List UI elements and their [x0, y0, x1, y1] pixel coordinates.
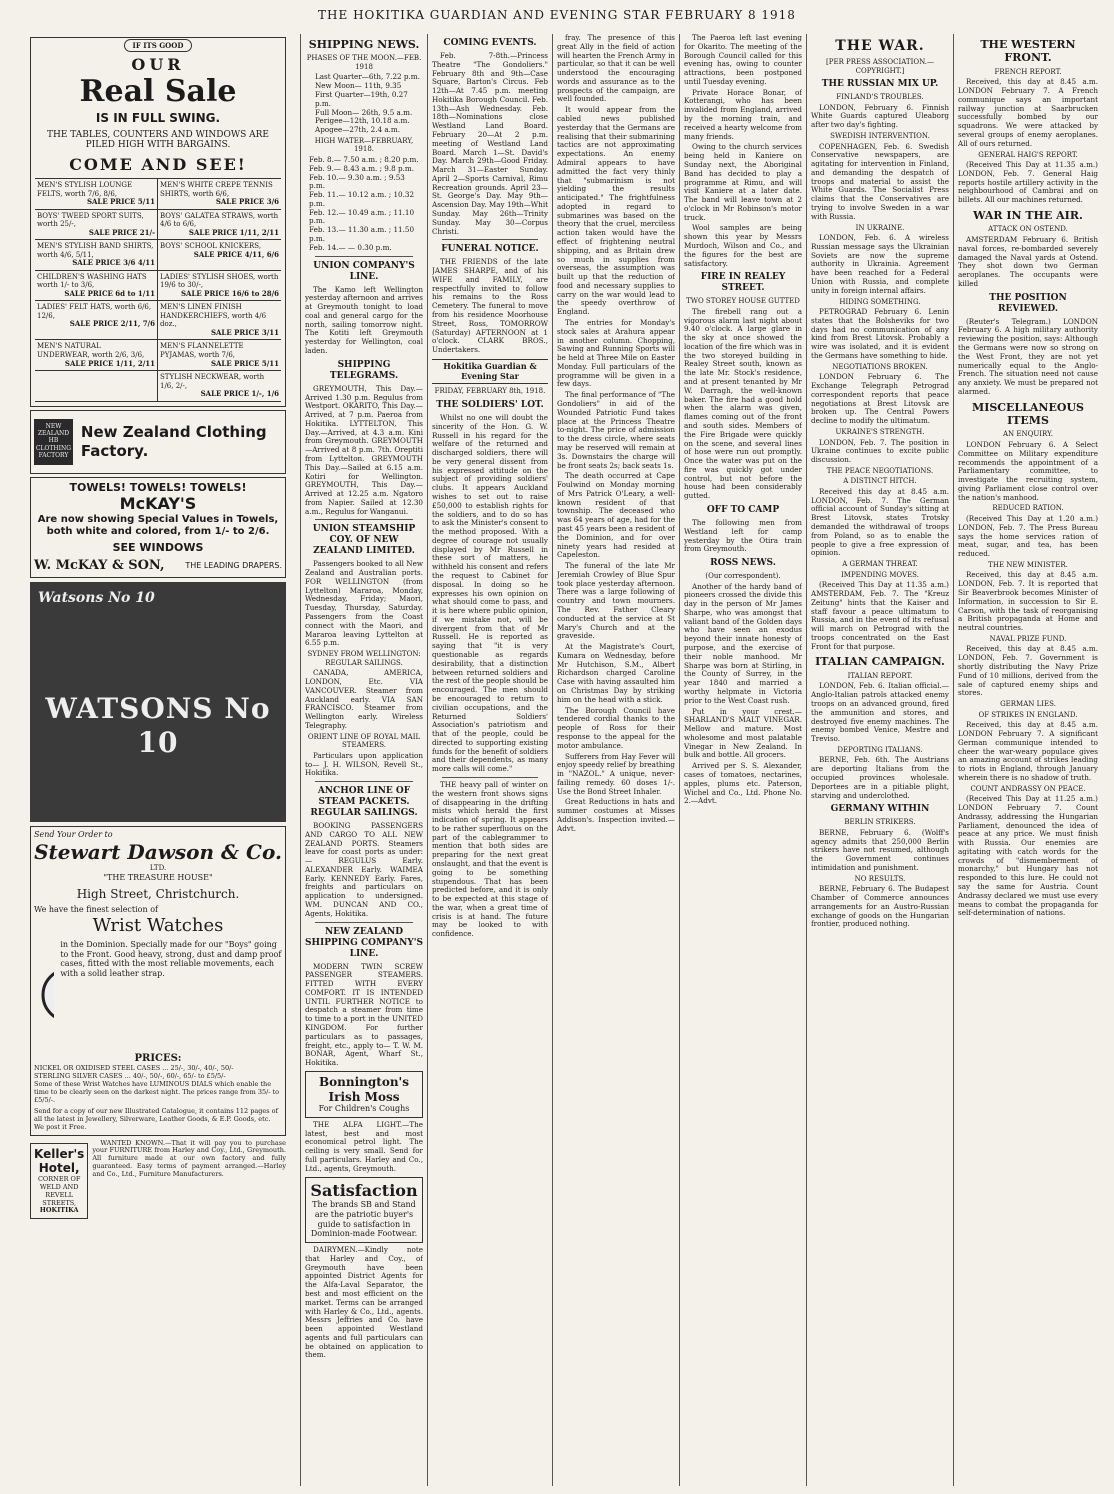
finest-line: We have the finest selection of	[34, 905, 158, 915]
finland-body: LONDON, February 6. Finnish White Guards captured Uleaborg after two day's fighting.	[811, 102, 949, 130]
shipping-news-heading: SHIPPING NEWS.	[308, 38, 420, 51]
sale-item-name: LADIES' STYLISH SHOES, worth 19/6 to 30/-,	[160, 272, 279, 290]
bonnington-sub: For Children's Coughs	[318, 1104, 410, 1114]
column-rule	[552, 34, 553, 1486]
ration-heading: REDUCED RATION.	[992, 504, 1064, 513]
news-item: The Paeroa left last evening for Okarito. The meeting of the Borough Council called for this evening has, owing to counter attractions, been postponed until Tuesday evening.	[684, 34, 802, 86]
fire-subheading: TWO STOREY HOUSE GUTTED	[686, 297, 800, 306]
fire-body: The firebell rang out a vigorous alarm last night about 9.40 o'clock. A large glare in the sky at once showed the location of the fire which was in the two storeyed building in Realey Street south, known as the late Mr. Stock's residence, and at present tenanted by Mr W. Darragh, the well-known baker. The fire had a good hold when the alarm was given, flames coming out of the front and south sides. Members of the Fire Brigade were quickly on the scene, and several lines of hose were run out promptly. Once the water was put on the fire was quickly got under control, but not before the house had been considerably gutted.	[684, 306, 802, 501]
andrassy-body: (Received This Day at 11.25 a.m.) LONDON February 7. Count Andrassy, addressing the Hungarian Parliament, denounced the idea of peace at any price. We must finish with Russia. Our enemies are agitating with catch words for the crowds of "dismemberment of monarchy," but Hungary has not responded to this lure. He could not say the same for Austria. Count Andrassy declared we must use every means to combat the propaganda for self-determination of nations.	[958, 794, 1098, 918]
german-lies-body: Received, this day at 8.45 a.m. LONDON February 7. A significant German communique intended to cheer the war-weary populace gives an amazing account of strikes leading to riots in England, through January wherein there is no shadow of truth.	[958, 720, 1098, 782]
orient-line: ORIENT LINE OF ROYAL MAIL STEAMERS.	[307, 732, 421, 750]
soldiers-lot-heading: THE SOLDIERS' LOT.	[436, 399, 544, 410]
sale-item	[158, 179, 281, 210]
tide-row: Feb. 11.— 10.12 a.m. ; 10.32 p.m.	[309, 190, 415, 208]
date-line: FRIDAY, FEBRUARY 8th, 1918.	[434, 387, 546, 396]
sale-item	[158, 210, 281, 241]
swedish-body: COPENHAGEN, Feb. 6. Swedish Conservative newspapers, are agitating for intervention in Finland, and demanding the despatch of troops and material to assist the White Guards. The Socialist Press claims that the Conservatives are trying to involve Sweden in a war with Russia.	[811, 141, 949, 221]
mckays-name: McKAY'S	[119, 494, 197, 514]
vinegar-ad: Put in your crest.—SHARLAND'S MALT VINEGAR. Mellow and mature. Most wholesome and most palatable Vinegar in New Zealand. In bulk and bottle. All grocers.	[684, 706, 802, 760]
sale-items-grid	[35, 178, 281, 402]
column-shipping	[305, 34, 423, 1486]
send-order: Send Your Order to	[34, 830, 113, 840]
alfa-light-ad: THE ALFA LIGHT.—The latest, best and most economical petrol light. The ceiling is very small. Send for full particulars. Harley and Co., Ltd., agents, Greymouth.	[305, 1119, 423, 1173]
press-association: [PER PRESS ASSOCIATION.—COPYRIGHT.]	[826, 58, 934, 75]
hitch-heading: A DISTINCT HITCH.	[843, 477, 917, 486]
news-item: At the Magistrate's Court, Kumara on Wednesday, before Mr Hutchison, S.M., Albert Richardson charged Caroline Case with having assaulted him on Christmas Day by striking him on the head with a stick.	[557, 642, 675, 704]
sale-item-price: SALE PRICE 3/6	[215, 197, 279, 207]
wrist-watches: Wrist Watches	[92, 915, 224, 937]
sale-item-name: CHILDREN'S WASHING HATS worth 1/- to 3/6,	[37, 272, 147, 290]
column-rule	[953, 34, 954, 1486]
coming-events-body: Feb. 7-8th.—Princess Theatre "The Gondoliers." February 8th and 9th—Case Square, Barton's Circus. Feb 12th—At 7.45 p.m. meeting Hokitika Borough Council. Feb. 13th—Ash Wednesday. Feb. 18th—Nominations close Westland Land Board. February 20—At 2 p.m. meeting of Westland Land Board. March 1—St. David's Day. March 29th—Good Friday. March 31—Easter Sunday. April 2—Sports Carnival, Rimu Recreation grounds. April 23—St. George's Day. May 9th—Ascension Day. May 19th—Whit Sunday. May 26th—Trinity Sunday. May 30—Corpus Christi.	[432, 50, 548, 236]
sale-item-price: SALE PRICE 16/6 to 28/6	[181, 288, 279, 298]
negotiations-body: LONDON February 6. The Exchange Telegraph Petrograd correspondent reports that peace negotiations at Brest Litovsk are broken up. The Central Powers decline to modify the ultimatum.	[811, 372, 949, 426]
sale-item-name: MEN'S NATURAL UNDERWEAR, worth 2/6, 3/6,	[37, 342, 145, 359]
see-windows: SEE WINDOWS	[112, 540, 204, 554]
union-line-heading: UNION COMPANY'S LINE.	[313, 260, 415, 282]
position-reviewed-body: (Reuter's Telegram.) LONDON February 6. A high military authority reviewing the position, says: Although the Germans were now so strong on the West Front, they are not yet numerically equal to the Anglo-French. The situation need not cause any anxiety. We must be prepared not alarmed.	[958, 316, 1098, 396]
news-item: The final performance of "The Gondoliers" in aid of the Wounded Patriotic Fund takes place at the Princess Theatre to-night. The price of admission to the dress circle, where seats may be reserved will remain at 3s. Downstairs the charge will be front seats 2s; back seats 1s.	[557, 390, 675, 470]
sale-item-price: SALE PRICE 1/11, 2/11	[188, 227, 279, 237]
ukraine-heading: IN UKRAINE.	[855, 223, 905, 232]
enquiry-heading: AN ENQUIRY.	[1002, 430, 1054, 439]
strength-body: LONDON, Feb. 7. The position in Ukraine continues to excite public discussion.	[811, 437, 949, 465]
haig-report-heading: GENERAL HAIG'S REPORT.	[978, 150, 1078, 159]
wanted-known: WANTED KNOWN.—That it will pay you to purchase your FURNITURE from Harley and Coy., Ltd., Greymouth. All furniture made at our own factory and fully guaranteed. Easy terms of payment arranged.—Harley and Co., Ltd., Furniture Manufacturers.	[92, 1138, 286, 1179]
sale-item-price: SALE PRICE 5/11	[86, 197, 155, 207]
finland-heading: FINLAND'S TROUBLES.	[836, 93, 924, 102]
satisfaction-body: The brands SB and Stand are the patriotic buyer's guide to satisfaction in Dominion-made Footwear.	[310, 1200, 418, 1239]
price-silver: STERLING SILVER CASES ... 40/-, 50/-, 60/-, 65/- to £5/5/-	[34, 1072, 226, 1081]
moon-phase: Perigee—12th, 10.18 a.m.	[315, 116, 410, 126]
tide-row: Feb. 13.— 11.30 a.m. ; 11.50 p.m.	[309, 225, 415, 244]
deporting-body: BERNE, Feb. 6th. The Austrians are deporting Italians from the occupied provinces wholesale. Deportees are in a pitiable plight, starving and underclothed.	[811, 755, 949, 800]
sale-item-name: BOYS' TWEED SPORT SUITS, worth 25/-,	[37, 211, 144, 229]
funeral-notice-body: THE FRIENDS of the late JAMES SHARPE, and of his WIFE and FAMILY, are respectfully invited to follow his remains to the Ross Cemetery. The funeral to move from his residence Moorhouse Street, Ross, TOMORROW (Saturday) AFTERNOON at 1 o'clock. CLARK BROS., Undertakers.	[432, 257, 548, 355]
towels-body: Are now showing Special Values in Towels, both white and colored, from 1/- to 2/6.	[37, 513, 279, 537]
moon-phases-list	[305, 73, 423, 134]
italian-report-heading: ITALIAN REPORT.	[847, 671, 913, 680]
anchor-line-heading: ANCHOR LINE OF STEAM PACKETS. REGULAR SAILINGS.	[310, 786, 418, 819]
sale-item	[35, 240, 158, 271]
negotiations-heading: NEGOTIATIONS BROKEN.	[832, 362, 928, 371]
satisfaction-title: Satisfaction	[310, 1180, 418, 1200]
mckays-ad	[30, 477, 286, 579]
sale-item	[35, 371, 158, 402]
naval-prize-body: Received, this day at 8.45 a.m. LONDON, Feb. 7. Government is shortly distributing the Navy Prize Fund of 10 millions, derived from the sale of captured enemy ships and stores.	[958, 644, 1098, 698]
italian-campaign-heading: ITALIAN CAMPAIGN.	[815, 655, 945, 669]
our-label: OUR	[131, 54, 185, 74]
good-badge: IF ITS GOOD	[124, 39, 193, 52]
western-front-heading: THE WESTERN FRONT.	[980, 38, 1076, 65]
particulars-contact: Particulars upon application to— J. H. WILSON, Revell St., Hokitika.	[305, 750, 423, 778]
shipping-telegrams-body: GREYMOUTH, This Day.—Arrived 1.30 p.m. Regulus from Westport. OKARITO, This Day.—Arrived, at 7 p.m. Paeroa from Hokitika. LYTTELTON, This Day.—Arrived, at 4.3 a.m. Kini from Greymouth. GREYMOUTH—Arrived at 8 p.m. 7th. Oreptiti from Lyttelton. GREYMOUTH This Day.—Sailed at 6.15 a.m. Kotiri for Wellington. GREYMOUTH, This Day.—Arrived at 12.25 a.m. Ngatoro from Napier. Sailed at 12.30 a.m., Regulus for Wanganui.	[305, 383, 423, 516]
nz-shipping-heading: NEW ZEALAND SHIPPING COMPANY'S LINE.	[305, 926, 423, 959]
anchor-line-body: BOOKING PASSENGERS AND CARGO TO ALL NEW ZEALAND PORTS. Steamers leave for coast ports as under:— REGULUS Early. ALEXANDER Early. WAIMEA Early. KENNEDY Early. Fares, freights and particulars on application to undersigned. WM. DUNCAN AND CO., Agents, Hokitika.	[305, 821, 423, 918]
ukraine-body: LONDON, Feb. 6. A wireless Russian message says the Ukrainian Soviets are now the supreme authority in Ukrainia. Agreement have been reached for a Federal Union with Russia, and complete unity in foreign internal affairs.	[811, 233, 949, 295]
sale-item-price: SALE PRICE 21/-	[88, 227, 155, 237]
winter-editorial: THE heavy pall of winter on the western front shows signs of disappearing in the drifting mists which herald the first indication of spring. It appears to be rather superfluous on the part of the cablegrammer to mention that both sides are preparing for the next great onslaught, and that the event is going to be something stupendous. That has been predicted before, and it is only to be expected at this stage of the war, when a great time of crisis is at hand. The future may be looked to with confidence.	[432, 779, 548, 939]
germany-within-heading: GERMANY WITHIN	[830, 804, 930, 815]
high-water-heading: HIGH WATER—FEBRUARY, 1918.	[314, 136, 414, 154]
news-item: Private Horace Bonar, of Kotterangi, who has been invalided from England, arrived by the morning train, and received a hearty welcome from many friends.	[684, 87, 802, 141]
wrist-watch-icon	[34, 940, 54, 1050]
tide-row: Feb. 12.— 10.49 a.m. ; 11.10 p.m.	[309, 207, 415, 226]
hitch-body: Received this day at 8.45 a.m. LONDON, Feb. 7. The German official account of Sunday's sitting at Brest Litovsk, states Trotsky demanded the withdrawal of troops from Poland, so as to enable the people to give a free expression of opinion.	[811, 486, 949, 558]
news-item: Owing to the church services being held in Kaniere on Sunday next, the Aboriginal Band has decided to play a programme at Rimu, and will visit Kaniere at a later date. The band will leave town at 2 o'clock in Mr Robinson's motor truck.	[684, 142, 802, 222]
sale-item-price: SALE PRICE 6d to 1/11	[64, 288, 155, 298]
enquiry-body: LONDON February 6. A Select Committee on Military expenditure recommends the appointment of a Parliamentary committee, to investigate the recruiting system, giving Parliament close control over the nation's manhood.	[958, 439, 1098, 502]
leading-drapers: THE LEADING DRAPERS.	[185, 561, 282, 571]
kellers-address: CORNER OF WELD AND REVELL STREETS,	[37, 1174, 81, 1207]
off-to-camp-heading: OFF TO CAMP	[706, 504, 780, 515]
ltd: LTD.	[149, 864, 167, 873]
hiding-heading: HIDING SOMETHING.	[839, 297, 921, 306]
sale-item	[158, 340, 281, 371]
sale-item-price: SALE PRICE 5/11	[210, 358, 279, 368]
deporting-heading: DEPORTING ITALIANS.	[837, 745, 923, 754]
union-steamship-heading: UNION STEAMSHIP COY. OF NEW ZEALAND LIMITED.	[312, 524, 416, 557]
factory-logo: NEW ZEALAND HB CLOTHING FACTORY	[34, 419, 73, 465]
bonnington-title: Bonnington's Irish Moss	[319, 1074, 409, 1104]
french-report-heading: FRENCH REPORT.	[994, 67, 1062, 76]
sale-item	[158, 240, 281, 271]
sale-item	[35, 179, 158, 210]
column-rule	[427, 34, 428, 1486]
watsons-logo: Watsons No 10	[38, 590, 155, 607]
nz-shipping-body: MODERN TWIN SCREW PASSENGER STEAMERS. FITTED WITH EVERY COMFORT. IT IS INTENDED UNTIL FURTHER NOTICE to despatch a steamer from time to time to a port in the UNITED KINGDOM. For further particulars as to passages, freight, etc., apply to— T. W. M. BONAR, Agent, Wharf St., Hokitika.	[305, 961, 423, 1068]
column-ads	[30, 34, 286, 1486]
ostend-heading: ATTACK ON OSTEND.	[988, 225, 1068, 234]
kellers-name: Keller's Hotel,	[34, 1146, 85, 1176]
tide-row: Feb. 14.— — 0.30 p.m.	[309, 242, 392, 252]
sale-item	[35, 301, 158, 340]
real-sale-ad	[30, 37, 286, 407]
produce-ad: Arrived per S. S. Alexander, cases of tomatoes, nectarines, apples, plums etc. Paterson, Wichel and Co., Ltd. Phone No. 2.—Advt.	[684, 761, 802, 806]
catalogue-note: Send for a copy of our new Illustrated Catalogue, it contains 112 pages of all the latest in Jewellery, Silverware, Leather Goods, & E.P. Goods, etc. We post it Free.	[34, 1106, 278, 1131]
peace-heading: THE PEACE NEGOTIATIONS.	[826, 466, 934, 475]
towels-heading: TOWELS! TOWELS! TOWELS!	[69, 480, 247, 494]
sale-item-name: STYLISH NECKWEAR, worth 1/6, 2/-,	[160, 373, 265, 390]
moon-phase: First Quarter—19th, 0.27 p.m.	[315, 90, 408, 108]
sale-item-name: LADIES' FELT HATS, worth 6/6, 12/6,	[37, 303, 152, 320]
threat-heading: A GERMAN THREAT.	[842, 560, 918, 569]
watsons-banner: WATSONS No 10	[45, 692, 271, 760]
union-line-body: The Kamo left Wellington yesterday afternoon and arrives at Greymouth tonight to load coal and general cargo for the north, sailing tomorrow night. The Kotiti left Greymouth yesterday for Wellington, coal laden.	[305, 284, 423, 355]
column-western-front	[958, 34, 1098, 1486]
sale-item-price: SALE PRICE 2/11, 7/6	[69, 319, 155, 329]
moon-phase: Full Moon— 26th, 9.5 a.m.	[315, 107, 413, 117]
clothing-factory-ad	[30, 410, 286, 474]
moon-phase: Apogee—27th, 2.4 a.m.	[315, 125, 401, 135]
tide-row: Feb. 9.— 8.43 a.m. ; 9.8 p.m.	[309, 163, 414, 173]
minister-heading: THE NEW MINISTER.	[988, 560, 1068, 569]
impending-heading: IMPENDING MOVES.	[841, 570, 919, 579]
bonnington-ad	[305, 1071, 423, 1118]
paper-title: Hokitika Guardian & Evening Star	[432, 359, 548, 385]
results-body: BERNE, February 6. The Budapest Chamber of Commerce announces arrangements for an Austro-Russian exchange of goods on the Hungarian frontier, produced nothing.	[811, 884, 949, 929]
price-nickel: NICKEL OR OXIDISED STEEL CASES ... 25/-, 30/-, 40/-, 50/-	[34, 1064, 234, 1073]
moon-phases-heading: PHASES OF THE MOON.—FEB. 1918	[306, 54, 422, 71]
watsons-ad	[30, 582, 286, 822]
treasure-house: "THE TREASURE HOUSE"	[103, 872, 213, 882]
high-street: High Street, Christchurch.	[76, 886, 240, 901]
kellers-hotel-ad	[30, 1143, 88, 1220]
real-sale-title: Real Sale	[79, 74, 237, 110]
news-item: The Borough Council have tendered cordial thanks to the people of Ross for their response to the appeal for the motor ambulance.	[557, 705, 675, 750]
stewart-dawson-ad	[30, 826, 286, 1135]
news-item: Sufferers from Hay Fever will enjoy speedy relief by breathing in "NAZOL." A unique, never-failing remedy. 60 doses 1/-. Use the Bond Street Inhaler.	[557, 751, 675, 796]
masthead: THE HOKITIKA GUARDIAN AND EVENING STAR FEBRUARY 8 1918	[318, 8, 796, 22]
sale-item	[35, 210, 158, 241]
shipping-telegrams-heading: SHIPPING TELEGRAMS.	[329, 359, 399, 381]
tables-line: THE TABLES, COUNTERS AND WINDOWS ARE PILED HIGH WITH BARGAINS.	[47, 129, 269, 151]
ross-news-sub: (Our correspondent).	[705, 572, 781, 581]
haig-report-body: (Received This Day at 11.35 a.m.) LONDON, Feb. 7. General Haig reports hostile artillery activity in the neighbourhood of Cambrai and on billets. All our machines returned.	[958, 160, 1098, 205]
sale-item-name: MEN'S FLANNELETTE PYJAMAS, worth 7/6,	[160, 342, 244, 359]
prices-heading: PRICES:	[134, 1052, 182, 1064]
andrassy-heading: COUNT ANDRASSY ON PEACE.	[970, 784, 1086, 793]
sale-item	[35, 271, 158, 302]
news-item: fray. The presence of this great Ally in the field of action will hearten the French Army in particular, so that it can be well understood the encouraging words and assurance as to the prospects of the campaign, are well founded.	[557, 34, 675, 104]
italian-body: LONDON, Feb. 6. Italian official.—Anglo-Italian patrols attacked enemy troops on an advanced ground, fired the ammunition and stores, and destroyed five enemy machines. The enemy bombed Venice, Mestre and Treviso.	[811, 681, 949, 744]
sale-item-name: MEN'S LINEN FINISH HANDKERCHIEFS, worth 4/6 doz.,	[160, 303, 267, 329]
luminous-note: Some of these Wrist Watches have LUMINOUS DIALS which enable the time to be clearly seen on the darkest night. The prices range from 35/- to £5/5/-.	[34, 1080, 280, 1104]
news-item: It would appear from the cabled news published yesterday that the Germans are realising that their submarining tactics are not approximating expectations. An enemy Admiral appears to have admitted the fact very thinly that "submarinism is not yielding the results anticipated." The frightfulness adopted in regard to submarines was based on the theory that the cruel, merciless action taken would have the effect of frightening neutral shipping, and as Britain drew so much in supplies from overseas, the assumption was built up that the reduction of food and necessary supplies to carry on the war would lead to the speedy overthrow of England.	[557, 105, 675, 317]
dairymen-notice: DAIRYMEN.—Kindly note that Harley and Coy., of Greymouth have been appointed District Agents for the Alfa-Laval Separator, the best and most efficient on the market. Terms can be arranged with Harley & Co., Ltd., agents. Messrs Jeffries and Co. have been appointed Westland agents and full particulars can be obtained on application to them.	[305, 1245, 423, 1360]
sale-item-name: BOYS' GALATEA STRAWS, worth 4/6 to 6/6,	[160, 211, 279, 229]
impending-body: (Received This Day at 11.35 a.m.) AMSTERDAM, Feb. 7. The "Kreuz Zeitung" hints that the Kaiser and staff favour a peace ultimatum to Russia, and in the event of its refusal will march on Petrograd with the troops concentrated on the East Front for that purpose.	[811, 580, 949, 651]
fire-heading: FIRE IN REALEY STREET.	[700, 272, 786, 294]
kellers-town: HOKITIKA	[39, 1206, 79, 1215]
ross-news-heading: ROSS NEWS.	[710, 558, 776, 569]
moon-phase: Last Quarter—6th, 7.22 p.m.	[315, 72, 420, 82]
ration-body: (Received This Day at 1.20 a.m.) LONDON, Feb. 7. The Press Bureau says the home services ration of meat, sugar, and tea, has been reduced.	[958, 513, 1098, 559]
satisfaction-ad	[305, 1177, 423, 1244]
off-to-camp-body: The following men from Westland left for camp yesterday by the Otira train from Greymouth.	[684, 517, 802, 554]
column-news-1	[557, 34, 675, 1486]
sale-item-price: SALE PRICE 3/11	[210, 327, 279, 337]
sale-item-price: SALE PRICE 4/11, 6/6	[193, 249, 279, 259]
news-item: The death occurred at Cape Foulwind on Monday morning of Mrs Patrick O'Leary, a well-known resident of that township. The deceased who was 64 years of age, had for the past 45 years been a resident of the Dominion, and for over ninety years had resided at Capeleston.	[557, 471, 675, 560]
watch-description: in the Dominion. Specially made for our "Boys" going to the Front. Good heavy, strong, dust and damp proof cases, fitted with the most reliable movements, each with a solid leather strap.	[60, 939, 282, 979]
column-rule	[300, 34, 301, 1486]
news-item: Wool samples are being shown this year by Messrs Murdoch, Wilson and Co., and the figures for the best are satisfactory.	[684, 223, 802, 268]
column-editorial	[432, 34, 548, 1486]
moon-phase: New Moon— 11th, 9.35	[315, 81, 402, 91]
full-swing: IS IN FULL SWING.	[95, 110, 221, 125]
berlin-body: BERNE, February 6. (Wolff's agency admits that 250,000 Berlin strikers have not resumed, although the Government continues intimidation and punishment.	[811, 827, 949, 872]
column-news-2	[684, 34, 802, 1486]
column-war	[811, 34, 949, 1486]
swedish-heading: SWEDISH INTERVENTION.	[830, 131, 930, 140]
canada-route: CANADA, AMERICA, LONDON, Etc. VIA VANCOUVER. Steamer from Auckland early. VIA SAN FRANCISCO. Steamer from Wellington early. Wireless Telegraphy.	[305, 668, 423, 730]
tide-row: Feb. 8.— 7.50 a.m. ; 8.20 p.m.	[309, 155, 419, 164]
sale-item-name: BOYS' SCHOOL KNICKERS,	[160, 242, 262, 251]
news-item: The funeral of the late Mr Jeremiah Crowley of Blue Spur took place yesterday afternoon. There was a large following of country and town mourners. The Rev. Father Cleary conducted at the service at St Mary's Church and at the graveside.	[557, 561, 675, 641]
mckay-son: W. McKAY & SON,	[34, 558, 165, 574]
stewart-dawson-logo: Stewart Dawson & Co.	[34, 839, 282, 864]
ross-news-body: Another of the hardy band of pioneers crossed the divide this day in the person of Mr James Sharpe, who was amongst that valiant band of the Golden days who have seen an exodus beyond their innate honesty of purpose, and the exercise of their noble manhood. Mr Sharpe was born at Stirling, in the County of Surrey, in the year 1840 and married a worthy helpmate in Victoria prior to the West Coast rush.	[684, 581, 802, 705]
minister-body: Received, this day at 8.45 a.m. LONDON, Feb. 7. It is reported that Sir Beaverbrook becomes Minister of Information, in succession to Sir E. Carson, with the task of reorganising a British propaganda at Home and neutral countries.	[958, 570, 1098, 633]
sale-item	[35, 340, 158, 371]
french-report-body: Received, this day at 8.45 a.m. LONDON February 7. A French communique says an important railway junction at Saarbrucken successfully bombed by our squadrons. We were attacked by several groups of enemy aeroplanes. All of ours returned.	[958, 77, 1098, 148]
position-reviewed-heading: THE POSITION REVIEWED.	[989, 292, 1067, 314]
tides-list	[305, 156, 423, 253]
union-steamship-body: Passengers booked to all New Zealand and Australian ports. FOR WELLINGTON (from Lyttelton) Mararoa, Monday, Wednesday, Friday; Maori, Tuesday, Thursday, Saturday. Passengers from the Coast connect with the Maori, and Mararoa leaving Lyttelton at 6.55 p.m.	[305, 559, 423, 648]
results-heading: NO RESULTS.	[854, 874, 906, 883]
sale-item-name: MEN'S STYLISH BAND SHIRTS, worth 4/6, 5/11,	[37, 242, 154, 259]
sale-item-name: MEN'S WHITE CREPE TENNIS SHIRTS, worth 6/6,	[160, 180, 273, 198]
tide-row: Feb. 10.— 9.30 a.m. ; 9.53 p.m.	[309, 172, 405, 191]
sale-item	[158, 371, 281, 402]
column-rule	[806, 34, 807, 1486]
strength-heading: UKRAINE'S STRENGTH.	[835, 427, 925, 436]
german-lies-sub: OF STRIKES IN ENGLAND.	[978, 710, 1078, 719]
german-lies-heading: GERMAN LIES.	[1000, 700, 1056, 709]
sale-item-name: MEN'S STYLISH LOUNGE FELTS, worth 7/6, 8/6,	[37, 180, 133, 198]
sale-item	[158, 271, 281, 302]
the-war-heading: THE WAR.	[835, 38, 925, 54]
sale-item	[158, 301, 281, 340]
soldiers-lot-body: Whilst no one will doubt the sincerity of the Hon. G. W. Russell in his regard for the welfare of the returned and discharged soldiers, there will be very general dissent from his expressed attitude on the subject of providing soldiers' clubs. It appears Auckland wishes to set out to raise £50,000 to establish rights for the soldiers, and to do so has to ask the Minister's consent to the method proposed. With a degree of courage not usually displayed by Mr Russell in these sort of matters, he withheld his consent and refers the request to Cabinet for disposal. In doing so he expresses his own opinion on what should come to pass, and it is here where public opinion, if we mistake not, will be divergent from that of Mr Russell. He is reported as saying that "it is very questionable as regards desirability, that a distinction between returned soldiers and the rest of the people should be encouraged. The men should be encouraged to return to civilian occupations, and the Returned Soldiers' Association's patriotism and that of the people, could be directed to supporting existing funds for the benefit of soldiers and their dependents, as many more calls will come."	[432, 412, 548, 774]
berlin-heading: BERLIN STRIKERS.	[844, 818, 916, 827]
column-rule	[679, 34, 680, 1486]
sale-item-price: SALE PRICE 1/11, 2/11	[64, 358, 155, 368]
ostend-body: AMSTERDAM February 6. British naval forces, re-bombarded severely damaged the Naval yards at Ostend. They shot down two German aeroplanes. The occupants were killed	[958, 234, 1098, 288]
hiding-body: PETROGRAD February 6. Lenin states that the Bolsheviks for two days had no communication of any kind from Brest Litovsk. Probably a wire was isolated, and it is evident the Germans have something to hide.	[811, 307, 949, 360]
war-in-air-heading: WAR IN THE AIR.	[973, 209, 1083, 223]
sydney-sailings: SYDNEY FROM WELLINGTON: REGULAR SAILINGS.	[307, 650, 421, 667]
funeral-notice-heading: FUNERAL NOTICE.	[441, 244, 539, 255]
news-item: Great Reductions in hats and summer costumes at Misses Addison's. Inspection invited.—Advt.	[557, 797, 675, 833]
come-and-see: COME AND SEE!	[69, 155, 247, 175]
sale-item-price: SALE PRICE 3/6 4/11	[72, 258, 155, 268]
factory-name: New Zealand Clothing Factory.	[80, 423, 267, 460]
news-item: The entries for Monday's stock sales at Arahura appear in another column. Chopping, Sawing and Running Sports will be held at Three Mile on Easter Monday. Full particulars of the programme will be given in a few days.	[557, 318, 675, 389]
miscellaneous-heading: MISCELLANEOUS ITEMS	[972, 400, 1084, 428]
russian-mixup-heading: THE RUSSIAN MIX UP.	[821, 79, 939, 90]
coming-events-heading: COMING EVENTS.	[443, 38, 537, 48]
sale-item-price: SALE PRICE 1/-, 1/6	[200, 389, 279, 399]
naval-prize-heading: NAVAL PRIZE FUND.	[989, 634, 1067, 643]
